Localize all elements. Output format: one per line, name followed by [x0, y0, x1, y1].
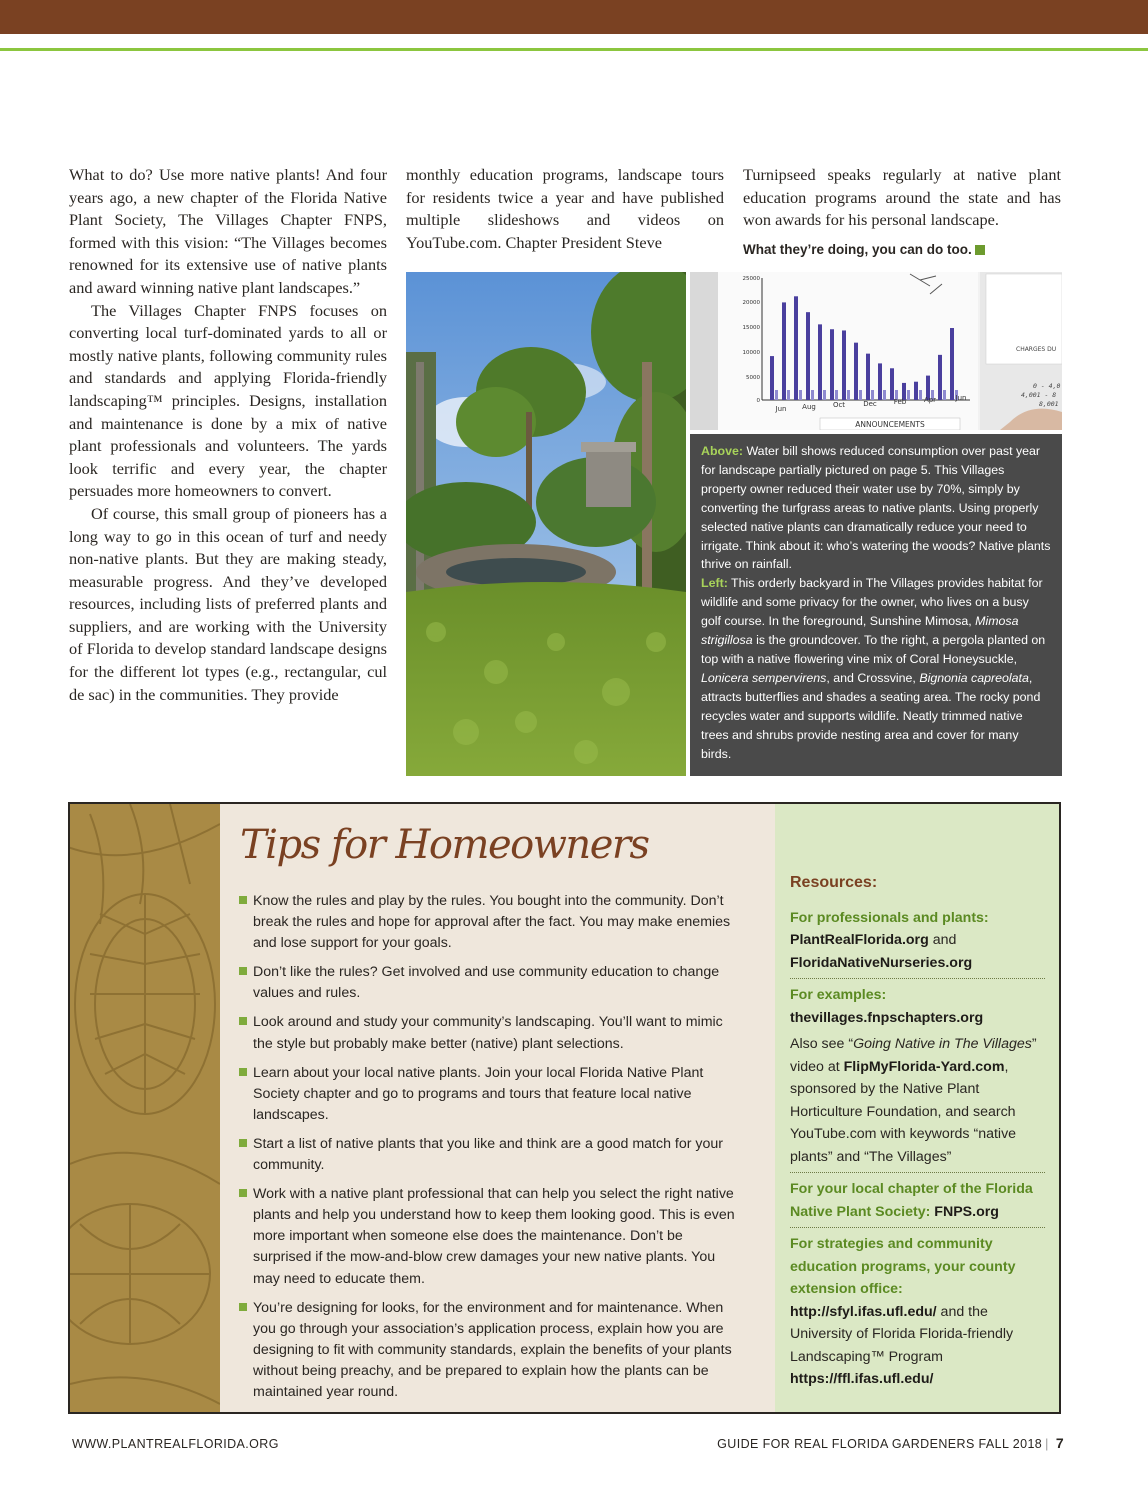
- usage-bar-secondary: [811, 390, 814, 400]
- garden-photo-illustration: [406, 272, 686, 776]
- usage-bar: [830, 329, 834, 400]
- tip-item: Look around and study your community’s landscaping. You’ll want to mimic the style but probably make better (native) plant selections.: [239, 1012, 745, 1054]
- photo-caption: [690, 434, 1062, 776]
- y-tick: 25000: [742, 276, 760, 282]
- usage-bar-secondary: [883, 390, 886, 400]
- tip-item: Start a list of native plants that you like and think are a good match for your community.: [239, 1134, 745, 1176]
- usage-bar: [866, 354, 870, 400]
- y-tick: 20000: [742, 300, 760, 306]
- usage-bar-secondary: [835, 390, 838, 400]
- usage-bar-secondary: [787, 390, 790, 400]
- x-label: Aug: [802, 403, 816, 411]
- usage-bar-secondary: [799, 390, 802, 400]
- rate-line: 0 - 4,0: [1033, 382, 1061, 390]
- x-label: Oct: [832, 401, 846, 409]
- usage-bar-secondary: [907, 390, 910, 400]
- tips-main: [220, 804, 775, 1412]
- bullet-icon: [239, 896, 247, 904]
- resource-link[interactable]: PlantRealFlorida.org: [790, 932, 929, 948]
- water-bill-chart: [690, 272, 1062, 430]
- tip-item: You’re designing for looks, for the environment and for maintenance. When you go through your association’s application process, explain how you are designing to fit with community standards, explain the benefits of your plants without being preachy, and be prepared to explain how the plants can be maintained year round.: [239, 1298, 745, 1403]
- usage-bar: [770, 356, 774, 400]
- bullet-icon: [239, 1068, 247, 1076]
- tip-item: Know the rules and play by the rules. You bought into the community. Don’t break the rules and hope for approval after the fact. You may make enemies and lose support for your goals.: [239, 891, 745, 954]
- end-mark-icon: [975, 245, 985, 255]
- resource-link[interactable]: http://sfyl.ifas.ufl.edu/: [790, 1303, 937, 1320]
- x-label: Apr: [923, 396, 937, 404]
- bullet-icon: [239, 1189, 247, 1197]
- charges-label: CHARGES DU: [1016, 346, 1057, 353]
- usage-bar: [794, 296, 798, 400]
- tip-item: Learn about your local native plants. Join your local Florida Native Plant Society chapter and go to programs and tours that feature local native landscapes.: [239, 1063, 745, 1126]
- rate-line: 8,001: [1039, 400, 1059, 408]
- usage-bar-secondary: [871, 390, 874, 400]
- article-column-2: [406, 164, 724, 254]
- y-tick: 10000: [742, 350, 760, 356]
- tips-list: [239, 891, 745, 1411]
- resource-link[interactable]: https://ffl.ifas.ufl.edu/: [790, 1371, 934, 1387]
- article-paragraph: monthly education programs, landscape tours for residents twice a year and have published multiple slideshows and videos on YouTube.com. Chapter President Steve: [406, 165, 724, 252]
- resource-link[interactable]: FloridaNativeNurseries.org: [790, 954, 973, 971]
- resource-examples: For examples: thevillages.fnpschapters.org Also see “Going Native in The Villages” video at FlipMyFlorida-Yard.com, sponsored by the Native Plant Horticulture Foundation, and search YouTube.com with keywords “native plants” and “The Villages”: [790, 984, 1045, 1173]
- article-paragraph: What to do? Use more native plants! And four years ago, a new chapter of the Florida Native Plant Society, The Villages Chapter FNPS, formed with this vision: “The Villages becomes renowned for its extensive use of native plants and award winning native plant landscapes.”: [69, 165, 387, 297]
- usage-bar-secondary: [847, 390, 850, 400]
- caption-above: Above: Water bill shows reduced consumption over past year for landscape partially pictured on page 5. This Villages property owner reduced their water use by 70%, simply by converting the turfgrass areas to native plants. Using properly selected native plants can dramatically reduce your need to irrigate. Think about it: who’s watering the woods? Native plants thrive on rainfall.: [701, 444, 1051, 572]
- usage-bar: [878, 363, 882, 400]
- article-paragraph: The Villages Chapter FNPS focuses on converting local turf-dominated yards to all or mostly native plants, following community rules and standards and applying Florida-friendly landscaping™ principles. Designs, installation and maintenance is done by a mix of native plant professionals and volunteers. The yards look terrific and every year, the chapter persuades more homeowners to convert.: [69, 300, 387, 501]
- article-column-3: [743, 164, 1061, 261]
- footer-publication: GUIDE FOR REAL FLORIDA GARDENERS FALL 2018 | 7: [717, 1435, 1064, 1451]
- leaf-pattern-icon: [70, 804, 220, 1412]
- article-paragraph: Of course, this small group of pioneers has a long way to go in this ocean of turf and needy non-native plants. But they are making steady, measurable progress. And they’ve developed resources, including lists of preferred plants and suppliers, and are working with the University of Florida to develop standard landscape designs for the different lot types (e.g., rectangular, cul de sac) in the communities. They provide: [69, 503, 387, 704]
- usage-bar-secondary: [823, 390, 826, 400]
- usage-bar: [854, 343, 858, 400]
- resource-link[interactable]: thevillages.fnpschapters.org: [790, 1009, 984, 1026]
- usage-bar: [890, 368, 894, 400]
- leaf-pattern-panel: [70, 804, 220, 1412]
- y-tick: 5000: [746, 375, 760, 381]
- x-label: Jun: [955, 394, 967, 402]
- usage-bar: [842, 330, 846, 400]
- usage-bar: [818, 324, 822, 400]
- resource-link[interactable]: FNPS.org: [934, 1203, 999, 1220]
- resource-professionals: For professionals and plants: PlantRealFlorida.org and FloridaNativeNurseries.org: [790, 907, 1045, 980]
- rate-line: 4,001 - 8: [1021, 391, 1057, 399]
- footer-website: WWW.PLANTREALFLORIDA.ORG: [72, 1437, 279, 1451]
- water-bill-photo: [690, 272, 1062, 430]
- resource-link[interactable]: FlipMyFlorida-Yard.com: [843, 1058, 1005, 1075]
- resources-title: Resources:: [790, 874, 878, 891]
- y-tick: 15000: [742, 325, 760, 331]
- x-label: Dec: [863, 400, 877, 408]
- resource-chapter: For your local chapter of the Florida Native Plant Society: FNPS.org: [790, 1178, 1045, 1228]
- usage-bar: [950, 328, 954, 400]
- usage-bar-secondary: [859, 390, 862, 400]
- header-bar: [0, 0, 1148, 34]
- usage-bar: [914, 382, 918, 400]
- caption-left: Left: This orderly backyard in The Villages provides habitat for wildlife and some privacy for the owner, who lives on a busy golf course. In the foreground, Sunshine Mimosa, Mimosa strigillosa is the groundcover. To the right, a pergola planted on top with a native flowering vine mix of Coral Honeysuckle, Lonicera sempervirens, and Crossvine, Bignonia capreolata, attracts butterflies and shades a seating area. The rocky pond recycles water and supports wildlife. Neatly trimmed native trees and shrubs provide nesting area and cover for many birds.: [701, 576, 1046, 761]
- page-number: 7: [1055, 1435, 1064, 1451]
- garden-photo: [406, 272, 686, 776]
- bullet-icon: [239, 967, 247, 975]
- usage-bar: [806, 312, 810, 400]
- usage-bar: [938, 355, 942, 400]
- tips-box: [68, 802, 1061, 1414]
- article-paragraph: Turnipseed speaks regularly at native plant education programs around the state and has won awards for his personal landscape.: [743, 165, 1061, 230]
- usage-bar-secondary: [775, 390, 778, 400]
- tip-item: Don’t like the rules? Get involved and use community education to change values and rules.: [239, 962, 745, 1004]
- y-tick: 0: [756, 398, 760, 404]
- resources-panel: [775, 804, 1059, 1412]
- x-label: Jun: [775, 405, 787, 413]
- usage-bar-secondary: [943, 390, 946, 400]
- header-rule: [0, 48, 1148, 51]
- usage-bar: [782, 302, 786, 400]
- resource-strategies: For strategies and community education programs, your county extension office: http://sfyl.ifas.ufl.edu/ and the University of Florida Florida-friendly Landscaping™ Program https://ffl.ifas.ufl.edu/: [790, 1236, 1016, 1387]
- announcements-label: ANNOUNCEMENTS: [855, 420, 925, 429]
- tips-title: Tips for Homeowners: [240, 822, 649, 868]
- tip-item: Work with a native plant professional that can help you select the right native plants and help you understand how to keep them looking good. This is even more important when someone else does the maintenance. Don’t be surprised if the mow-and-blow crew damages your new native plants. You may need to educate them.: [239, 1184, 745, 1289]
- x-label: Feb: [893, 398, 907, 406]
- bullet-icon: [239, 1017, 247, 1025]
- usage-bar-secondary: [919, 390, 922, 400]
- bullet-icon: [239, 1139, 247, 1147]
- article-tagline: What they’re doing, you can do too.: [743, 239, 1061, 262]
- bullet-icon: [239, 1303, 247, 1311]
- article-column-1: [69, 164, 387, 706]
